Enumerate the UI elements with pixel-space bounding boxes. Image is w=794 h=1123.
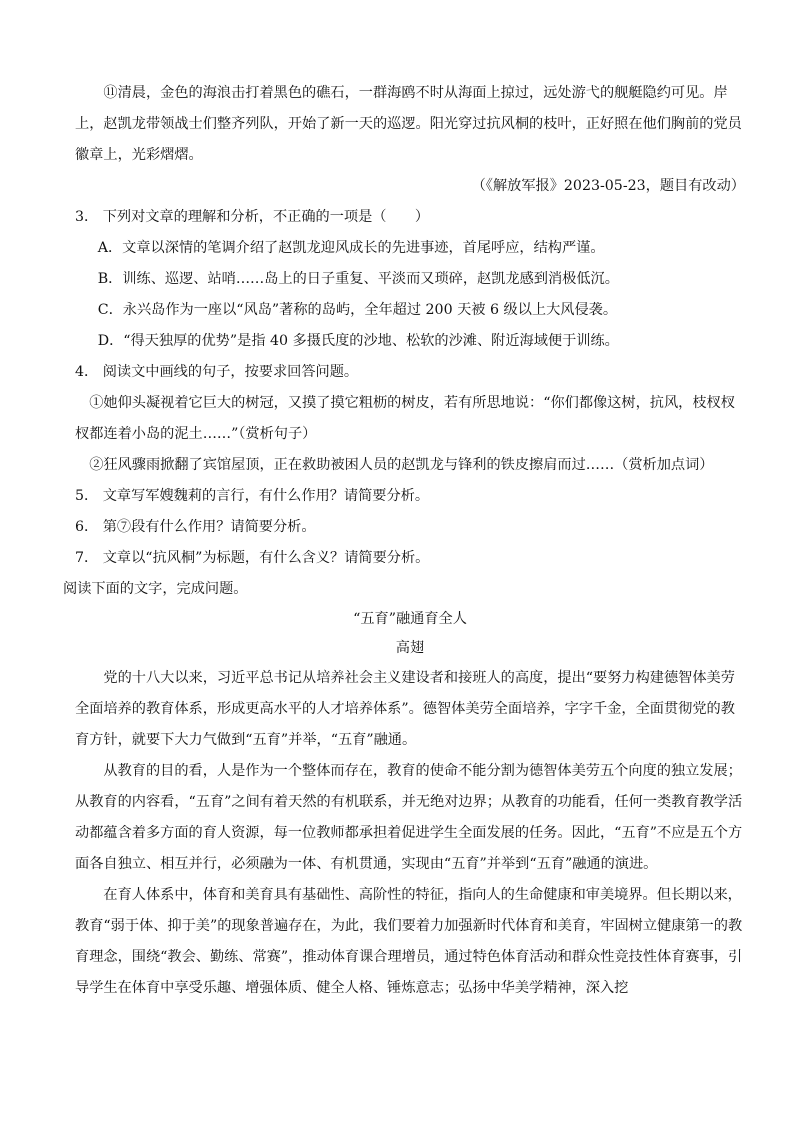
question-3-stem: 3． 下列对文章的理解和分析，不正确的一项是（ ） xyxy=(75,209,430,225)
article-paragraph-2: 从教育的目的看，人是作为一个整体而存在，教育的使命不能分割为德智体美劳五个向度的独立发展；从教育的内容看，“五育”之间有着天然的有机联系，并无绝对边界；从教育的功能看，任何一类教育教学活动都蕴含着多方面的育人资源，每一位教师都承担着促进学生全面发展的任务。因此，“五育”不应是五个方面各自独立、相互并行，必须融为一体、有机贯通，实现由“五育”并举到“五育”融通的演进。 xyxy=(75,763,743,872)
passage-paragraph-11: ⑪清晨，金色的海浪击打着黑色的礁石，一群海鸥不时从海面上掠过，远处游弋的舰艇隐约可见。岸上，赵凯龙带领战士们整齐列队，开始了新一天的巡逻。阳光穿过抗风桐的枝叶，正好照在他们胸前的党员徽章上，光彩熠熠。 xyxy=(75,85,742,163)
question-4-stem: 4． 阅读文中画线的句子，按要求回答问题。 xyxy=(75,364,359,380)
article-title: “五育”融通育全人 xyxy=(353,611,467,627)
question-6: 6． 第⑦段有什么作用？请简要分析。 xyxy=(75,519,316,535)
question-7: 7． 文章以“抗风桐”为标题，有什么含义？请简要分析。 xyxy=(75,550,430,566)
question-3-option-c: C．永兴岛作为一座以“风岛”著称的岛屿，全年超过 200 天被 6 级以上大风侵袭。 xyxy=(97,302,618,318)
article-author: 高翅 xyxy=(395,640,425,656)
question-5: 5． 文章写军嫂魏莉的言行，有什么作用？请简要分析。 xyxy=(75,488,430,504)
question-3-option-a: A．文章以深情的笔调介绍了赵凯龙迎风成长的先进事迹，首尾呼应，结构严谨。 xyxy=(97,240,605,256)
article-paragraph-1: 党的十八大以来，习近平总书记从培养社会主义建设者和接班人的高度，提出“要努力构建德智体美劳全面培养的教育体系，形成更高水平的人才培养体系”。德智体美劳全面培养，字字千金，全面贯彻党的教育方针，就要下大力气做到“五育”并举，“五育”融通。 xyxy=(75,670,735,748)
question-3-option-b: B．训练、巡逻、站哨……岛上的日子重复、平淡而又琐碎，赵凯龙感到消极低沉。 xyxy=(97,271,619,287)
question-4-sentence-2: ②狂风骤雨掀翻了宾馆屋顶，正在救助被困人员的赵凯龙与锋利的铁皮擦肩而过……（赏析加点词） xyxy=(89,457,714,473)
question-4-sentence-1: ①她仰头凝视着它巨大的树冠，又摸了摸它粗枥的树皮，若有所思地说：“你们都像这树，抗风，枝杈杈杈都连着小岛的泥土……”（赏析句子） xyxy=(75,395,735,442)
document-body xyxy=(63,78,745,1004)
question-3-option-d: D．“得天独厚的优势”是指 40 多摄氏度的沙地、松软的沙滩、附近海域便于训练。 xyxy=(97,333,619,349)
article-paragraph-3: 在育人体系中，体育和美育具有基础性、高阶性的特征，指向人的生命健康和审美境界。但长期以来，教育“弱于体、抑于美”的现象普遍存在，为此，我们要着力加强新时代体育和美育，牢固树立健康第一的教育理念，围绕“教会、勤练、常赛”，推动体育课合理增员，通过特色体育活动和群众性竞技性体育赛事，引导学生在体育中享受乐趣、增强体质、健全人格、锤炼意志；弘扬中华美学精神，深入挖 xyxy=(75,887,743,996)
reading-instruction: 阅读下面的文字，完成问题。 xyxy=(63,581,248,597)
passage-source: （《解放军报》2023-05-23，题目有改动） xyxy=(471,178,745,194)
